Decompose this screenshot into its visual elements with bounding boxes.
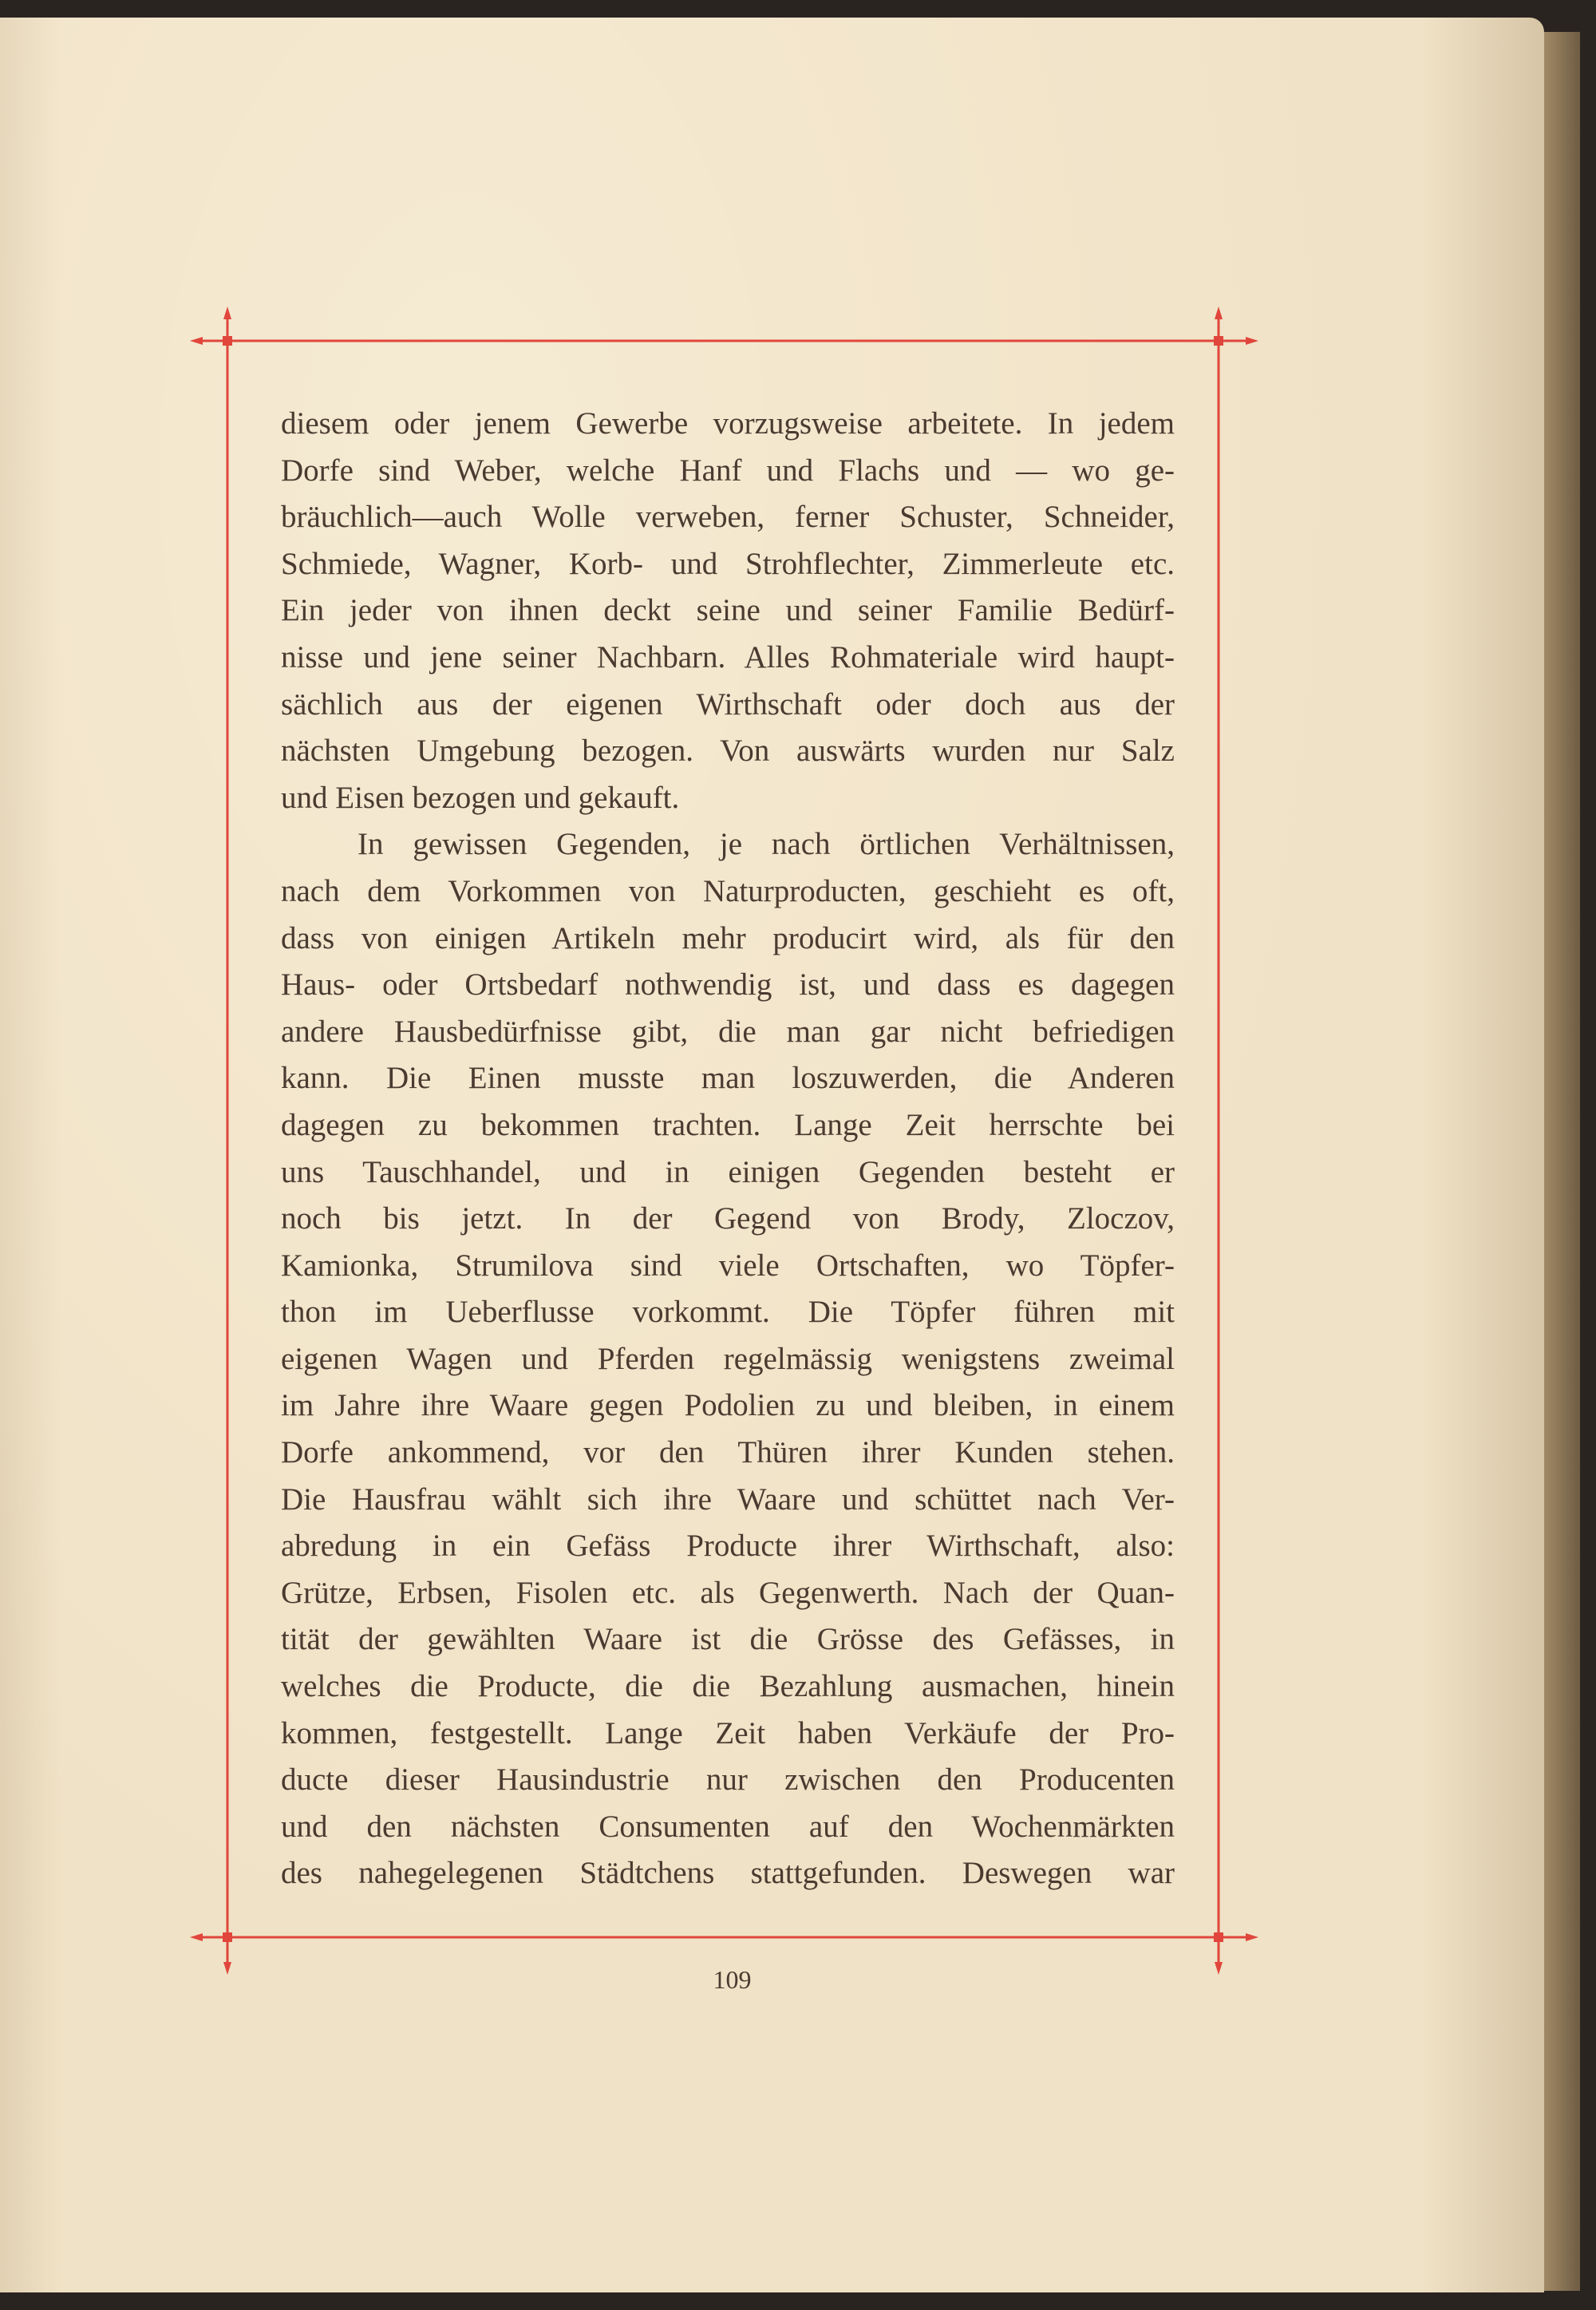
text-line: uns Tauschhandel, und in einigen Gegenden besteht er	[281, 1154, 1175, 1189]
text-line: bräuchlich—auch Wolle verweben, ferner Schuster, Schneider,	[281, 500, 1175, 535]
text-line: des nahegelegenen Städtchens stattgefunden. Deswegen war	[281, 1856, 1175, 1891]
body-text	[281, 401, 1175, 1897]
text-line: kann. Die Einen musste man loszuwerden, die Anderen	[281, 1061, 1175, 1096]
text-line: im Jahre ihre Waare gegen Podolien zu und bleiben, in einem	[281, 1388, 1175, 1423]
text-line: welches die Producte, die die Bezahlung ausmachen, hinein	[281, 1669, 1175, 1704]
text-line: Kamionka, Strumilova sind viele Ortschaften, wo Töpfer-	[281, 1248, 1175, 1283]
paragraph-1	[281, 401, 1175, 821]
text-line: thon im Ueberflusse vorkommt. Die Töpfer führen mit	[281, 1295, 1175, 1330]
text-line: abredung in ein Gefäss Producte ihrer Wirthschaft, also:	[281, 1529, 1175, 1564]
text-line: diesem oder jenem Gewerbe vorzugsweise arbeitete. In jedem	[281, 406, 1175, 441]
text-line: nächsten Umgebung bezogen. Von auswärts wurden nur Salz	[281, 734, 1175, 769]
text-line: nach dem Vorkommen von Naturproducten, geschieht es oft,	[281, 873, 1175, 908]
text-line: tität der gewählten Waare ist die Grösse des Gefässes, in	[281, 1622, 1175, 1657]
text-line: kommen, festgestellt. Lange Zeit haben Verkäufe der Pro-	[281, 1715, 1175, 1750]
text-line: In gewissen Gegenden, je nach örtlichen Verhältnissen,	[358, 827, 1175, 862]
text-line: Dorfe sind Weber, welche Hanf und Flachs und — wo ge-	[281, 453, 1175, 488]
text-line: und den nächsten Consumenten auf den Wochenmärkten	[281, 1809, 1175, 1844]
text-line: Haus- oder Ortsbedarf nothwendig ist, und dass es dagegen	[281, 967, 1175, 1003]
text-line: Die Hausfrau wählt sich ihre Waare und schüttet nach Ver-	[281, 1481, 1175, 1517]
text-line: ducte dieser Hausindustrie nur zwischen den Producenten	[281, 1762, 1175, 1798]
text-line: Dorfe ankommend, vor den Thüren ihrer Kunden stehen.	[281, 1435, 1175, 1470]
text-line: andere Hausbedürfnisse gibt, die man gar nicht befriedigen	[281, 1014, 1175, 1049]
text-line: noch bis jetzt. In der Gegend von Brody, Zloczov,	[281, 1201, 1175, 1236]
text-line: Schmiede, Wagner, Korb- und Strohflechter, Zimmerleute etc.	[281, 546, 1175, 581]
text-line: Ein jeder von ihnen deckt seine und seiner Familie Bedürf-	[281, 593, 1175, 628]
text-line: Grütze, Erbsen, Fisolen etc. als Gegenwerth. Nach der Quan-	[281, 1575, 1175, 1610]
paragraph-2	[281, 821, 1175, 1897]
text-line: sächlich aus der eigenen Wirthschaft oder doch aus der	[281, 686, 1175, 722]
text-line: dagegen zu bekommen trachten. Lange Zeit herrschte bei	[281, 1107, 1175, 1142]
text-line: nisse und jene seiner Nachbarn. Alles Rohmateriale wird haupt-	[281, 639, 1175, 674]
text-line: dass von einigen Artikeln mehr producirt wird, als für den	[281, 920, 1175, 955]
page-number: 109	[713, 1965, 752, 1994]
text-line: eigenen Wagen und Pferden regelmässig wenigstens zweimal	[281, 1341, 1175, 1376]
book-page	[0, 18, 1544, 2292]
text-line: und Eisen bezogen und gekauft.	[281, 780, 680, 815]
